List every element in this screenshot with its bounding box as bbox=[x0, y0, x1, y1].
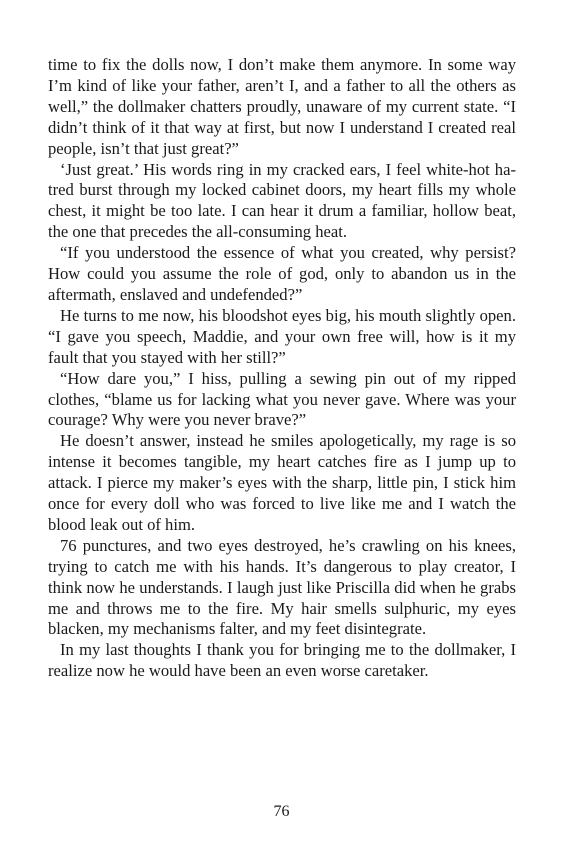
paragraph: “If you understood the essence of what you created, why persist? How could you assume the role of god, only to abandon us in the aftermath, enslaved and undefended?” bbox=[48, 243, 516, 304]
paragraph: ‘Just great.’ His words ring in my cracked ears, I feel white-hot hatred burst through my locked cabinet doors, my heart fills my whole chest, it might be too late. I can hear it drum a familiar, hollow beat, the one that precedes the all-consuming heat. bbox=[48, 159, 516, 242]
paragraph: “How dare you,” I hiss, pulling a sewing pin out of my ripped clothes, “blame us for lacking what you never gave. Where was your courage? Why were you never brave?” bbox=[48, 368, 516, 430]
paragraph: He turns to me now, his bloodshot eyes big, his mouth slightly open. “I gave you speech, Maddie, and your own free will, how is it my fault that you stayed with her still?” bbox=[48, 305, 516, 367]
paragraph: In my last thoughts I thank you for bringing me to the dollmaker, I realize now he would have been an even worse caretaker. bbox=[48, 640, 516, 681]
body-text bbox=[48, 55, 516, 682]
page-number: 76 bbox=[273, 803, 290, 820]
paragraph: He doesn’t answer, instead he smiles apologetically, my rage is so intense it becomes tangible, my heart catches fire as I jump up to attack. I pierce my maker’s eyes with the sharp, little pin, I stick him once for every doll who was forced to live like me and I watch the blood leak out of him. bbox=[48, 431, 516, 534]
paragraph-continuation: time to fix the dolls now, I don’t make them anymore. In some way I’m kind of like your father, aren’t I, and a father to all the others as well,” the dollmaker chatters proudly, unaware of my current state. “I didn’t think of it that way at first, but now I understand I created real people, isn’t that just great?” bbox=[48, 55, 516, 158]
paragraph: 76 punctures, and two eyes destroyed, he’s crawling on his knees, trying to catch me with his hands. It’s dangerous to play creator, I think now he understands. I laugh just like Priscilla did when he grabs me and throws me to the fire. My hair smells sulphuric, my eyes blacken, my mechanisms falter, and my feet disintegrate. bbox=[48, 535, 516, 639]
